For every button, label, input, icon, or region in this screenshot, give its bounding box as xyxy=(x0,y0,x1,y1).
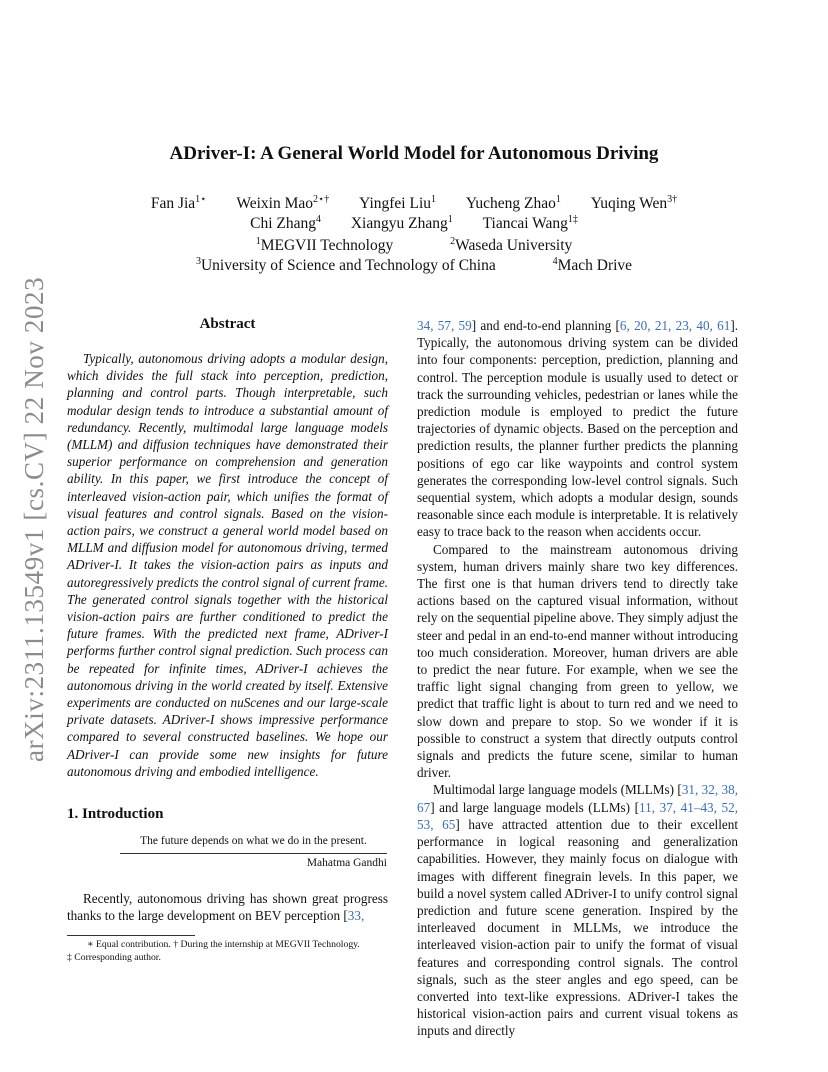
epigraph-author: Mahatma Gandhi xyxy=(306,857,387,869)
author: Yuqing Wen$^{3\dagger}$ xyxy=(590,193,678,212)
section-heading-introduction: 1. Introduction xyxy=(67,806,164,822)
epigraph-rule xyxy=(120,853,387,854)
footnote-rule xyxy=(67,935,195,936)
author: Xiangyu Zhang$^1$ xyxy=(350,213,453,232)
abstract-text: Typically, autonomous driving adopts a modular design, which divides the full stack into perception, prediction, planning and control parts. Though interpretable, such modular design tends to introduce a substantial amount of redundancy. Recently, multimodal large language models (MLLM) and diffusion techniques have demonstrated their superior performance on comprehension and generation ability. In this paper, we first introduce the concept of interleaved vision-action pair, which unifies the format of visual features and control signals. Based on the vision-action pairs, we construct a general world model based on MLLM and diffusion model for autonomous driving, termed ADriver-I. It takes the vision-action pairs as inputs and autoregressively predicts the control signal of current frame. The generated control signals together with the historical vision-action pairs are further conditioned to predict the future frames. With the predicted next frame, ADriver-I performs further control signal prediction. Such process can be repeated for infinite times, ADriver-I achieves the autonomous driving in the world created by itself. Extensive experiments are conducted on nuScenes and our large-scale private datasets. ADriver-I shows impressive performance compared to several constructed baselines. We hope our ADriver-I can provide some new insights for future autonomous driving and embodied intelligence. xyxy=(67,351,388,779)
author: Fan Jia$^{1⋆}$ xyxy=(150,193,207,212)
author: Chi Zhang$^4$ xyxy=(250,213,321,232)
footnotes xyxy=(67,938,388,964)
citation-link[interactable]: 6, 20, 21, 23, 40, 61 xyxy=(619,318,731,333)
citation-link[interactable]: 33, xyxy=(347,908,365,924)
paragraph: Multimodal large language models (MLLMs) [31, 32, 38, 67] and large language models (LLMs) [11, 37, 41–43, 52, 53, 65] have attracted attention due to their excellent performance in logical reasoning and generalization capabilities. However, they mainly focus on dialogue with images with different finegrain levels. In this paper, we build a novel system called ADriver-I to unify control signal prediction and future scene generation. Inspired by the interleaved document in MLLMs, we introduce the interleaved vision-action pair to unify the format of visual features and corresponding control signals. The control signals, such as the steer angles and ego speed, can be converted into text-like expressions. ADriver-I takes the historical vision-action pairs and current visual tokens as inputs and directly xyxy=(417,782,739,1039)
affiliation: $^2$Waseda University xyxy=(450,235,573,254)
affiliation: $^4$Mach Drive xyxy=(552,255,633,274)
abstract-heading: Abstract xyxy=(199,316,256,332)
author: Tiancai Wang$^{1\ddagger}$ xyxy=(482,213,578,232)
abstract-body xyxy=(67,350,388,780)
arxiv-identifier-stamp: arXiv:2311.13549v1 [cs.CV] 22 Nov 2023 xyxy=(19,276,49,762)
author: Yingfei Liu$^1$ xyxy=(359,193,437,212)
epigraph-text: The future depends on what we do in the present. xyxy=(140,835,367,847)
right-column-text xyxy=(417,317,738,1040)
footnote-equal-contribution: ∗ Equal contribution. † During the internship at MEGVII Technology. xyxy=(87,939,360,950)
paper-title: ADriver-I: A General World Model for Autonomous Driving xyxy=(169,143,659,164)
citation-link[interactable]: 34, 57, 59 xyxy=(417,318,472,333)
affiliation-row-1 xyxy=(0,237,828,255)
paragraph: Compared to the mainstream autonomous driving system, human drivers mainly share two key differences. The first one is that human drivers tend to directly take actions based on the captured visual information, without rely on the sequential pipeline above. They simply adjust the steer and pedal in an end-to-end manner without introducing too much consideration. Moreover, human drivers are able to predict the near future. For example, when we see the traffic light signal changing from green to yellow, we predict that traffic light is about to turn red and we need to slow down and prepare to stop. So we wonder if it is possible to construct a system that directly outputs control signals and predicts the future scene, similar to human driver. xyxy=(417,541,738,781)
intro-paragraph-start: Recently, autonomous driving has shown great progress thanks to the large development on BEV perception [ xyxy=(67,891,388,924)
affiliation: $^3$University of Science and Technology of China xyxy=(195,255,496,274)
citation-link[interactable]: 31, 32, 38, 67 xyxy=(417,782,739,815)
author: Yucheng Zhao$^1$ xyxy=(465,193,561,212)
citation-link[interactable]: 11, 37, 41–43, 52, 53, 65 xyxy=(417,799,739,832)
affiliation: $^1$MEGVII Technology xyxy=(255,235,394,254)
paragraph: 34, 57, 59] and end-to-end planning [6, 20, 21, 23, 40, 61]. Typically, the autonomous driving system can be divided into four components: perception, prediction, planning and control. The perception module is usually used to detect or track the surrounding vehicles, pedestrian or lanes while the prediction module is employed to predict the future trajectories of dynamic objects. Based on the perception and prediction results, the planner further predicts the planning positions of ego car like waypoints and control system generates the corresponding low-level control signals. Such sequential system, which adopts a modular design, sounds reasonable since each module is interpretable. It is relatively easy to trace back to the reason when accidents occur. xyxy=(417,318,739,540)
introduction-text xyxy=(67,890,388,924)
author: Weixin Mao$^{2⋆\dagger}$ xyxy=(236,193,330,212)
affiliation-row-2 xyxy=(0,257,828,275)
footnote-corresponding-author: ‡ Corresponding author. xyxy=(67,952,161,963)
author-list-row-2 xyxy=(0,215,828,233)
epigraph xyxy=(120,835,387,869)
author-list-row-1 xyxy=(0,195,828,213)
